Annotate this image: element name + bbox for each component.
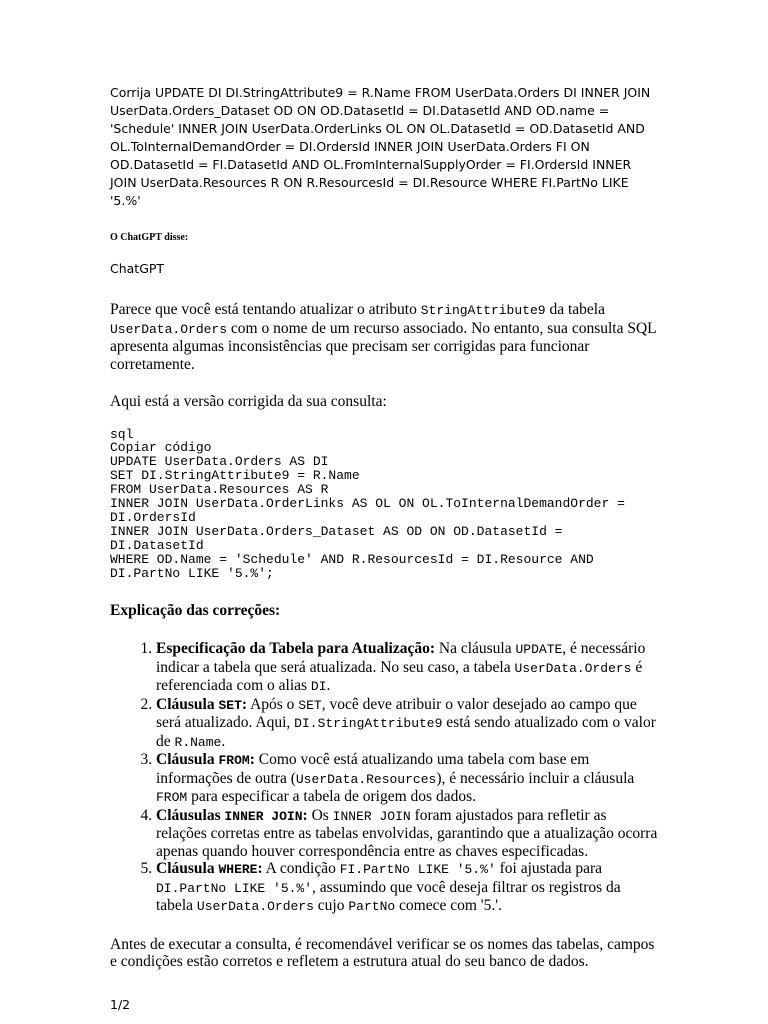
code-line: INNER JOIN UserData.Orders_Dataset AS OD ON OD.DatasetId = [110, 523, 563, 539]
sql-code-block [110, 428, 658, 581]
document-page [110, 84, 658, 1012]
explanation-heading: Explicação das correções: [110, 602, 281, 620]
closing-paragraph: Antes de executar a consulta, é recomendável verificar se os nomes das tabelas, campos e condições estão corretos e refletem a estrutura atual do seu banco de dados. [110, 935, 655, 971]
chatgpt-label: ChatGPT [110, 261, 165, 276]
page-number: 1/2 [110, 996, 131, 1012]
code-line: WHERE OD.Name = 'Schedule' AND R.ResourcesId = DI.Resource AND [110, 551, 594, 567]
fix-item-set: 2. Cláusula SET: Após o SET, você deve atribuir o valor desejado ao campo que será atualizado. Aqui, DI.StringAttribute9 está sendo atualizado com o valor de R.Name. [156, 696, 658, 752]
code-language-label: sql [110, 426, 134, 442]
corrected-query-intro: Aqui está a versão corrigida da sua consulta: [110, 393, 387, 410]
code-line: SET DI.StringAttribute9 = R.Name [110, 468, 360, 484]
code-line: INNER JOIN UserData.OrderLinks AS OL ON OL.ToInternalDemandOrder = [110, 496, 625, 512]
code-line: UPDATE UserData.Orders AS DI [110, 454, 329, 470]
user-prompt: Corrija UPDATE DI DI.StringAttribute9 = R.Name FROM UserData.Orders DI INNER JOIN UserData.Orders_Dataset OD ON OD.DatasetId = DI.DatasetId AND OD.name = 'Schedule' INNER JOIN UserData.OrderLinks OL ON OL.DatasetId = OD.DatasetId AND OL.ToInternalDemandOrder = DI.OrdersId INNER JOIN UserData.Orders FI ON OD.DatasetId = FI.DatasetId AND OL.FromInternalSupplyOrder = FI.OrdersId INNER JOIN UserData.Resources R ON R.ResourcesId = DI.Resource WHERE FI.PartNo LIKE '5.%' [110, 85, 651, 208]
code-line: DI.DatasetId [110, 537, 204, 553]
copy-code-button[interactable]: Copiar código [110, 440, 212, 456]
code-line: DI.OrdersId [110, 509, 196, 525]
fix-item-from: 3. Cláusula FROM: Como você está atualizando uma tabela com base em informações de outra (UserData.Resources), é necessário incluir a cláusula FROM para especificar a tabela de origem dos dados. [156, 751, 658, 807]
intro-paragraph: Parece que você está tentando atualizar o atributo StringAttribute9 da tabela UserData.Orders com o nome de um recurso associado. No entanto, sua consulta SQL apresenta algumas inconsistências que precisam ser corrigidas para funcionar corretamente. [110, 301, 657, 373]
fix-item-update: 1. Especificação da Tabela para Atualização: Na cláusula UPDATE, é necessário indicar a tabela que será atualizada. No seu caso, a tabela UserData.Orders é referenciada com o alias DI. [156, 640, 658, 696]
fixes-list [110, 640, 658, 916]
fix-item-inner-join: 4. Cláusulas INNER JOIN: Os INNER JOIN foram ajustados para refletir as relações corretas entre as tabelas envolvidas, garantindo que a atualização ocorra apenas quando houver correspondência entre as chaves especificadas. [156, 807, 658, 861]
code-line: DI.PartNo LIKE '5.%'; [110, 565, 274, 581]
code-line: FROM UserData.Resources AS R [110, 482, 329, 498]
fix-item-where: 5. Cláusula WHERE: A condição FI.PartNo LIKE '5.%' foi ajustada para DI.PartNo LIKE '5.%', assumindo que você deseja filtrar os registros da tabela UserData.Orders cujo PartNo comece com '5.'. [156, 860, 658, 916]
chatgpt-said-label: O ChatGPT disse: [110, 232, 189, 243]
